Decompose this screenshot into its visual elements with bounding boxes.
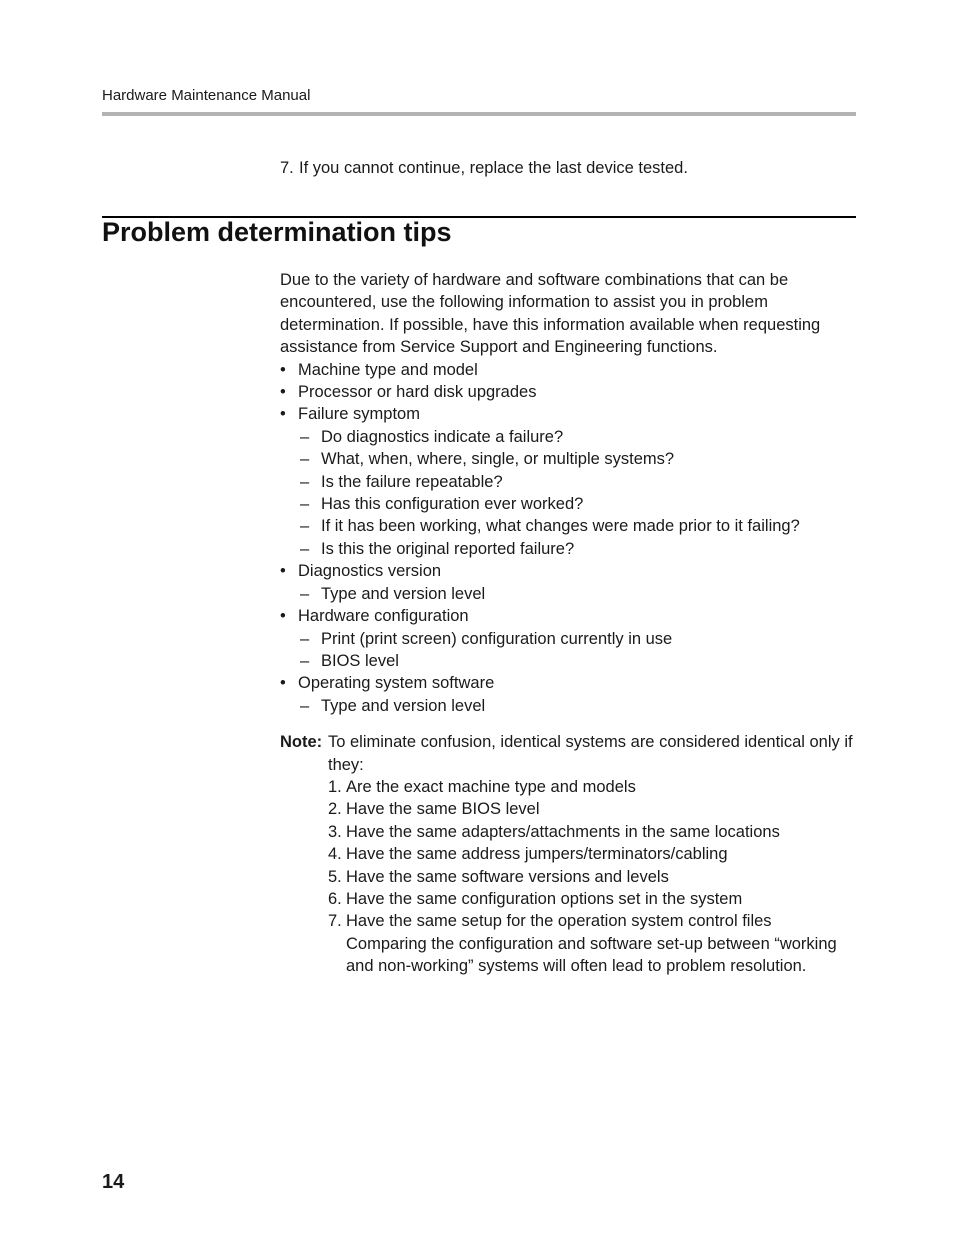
criteria-number: 2. [328, 800, 342, 819]
sub-item-text: What, when, where, single, or multiple systems? [321, 450, 675, 469]
intro-paragraph [280, 269, 856, 359]
previous-step-text: If you cannot continue, replace the last device tested. [299, 159, 688, 177]
checklist-item-text: Failure symptom [298, 405, 420, 424]
criteria-number: 5. [328, 867, 342, 886]
bullet-marker: • [280, 360, 286, 379]
bullet-marker: • [280, 562, 286, 581]
checklist-item-text: Machine type and model [298, 360, 478, 379]
dash-marker: – [300, 539, 310, 558]
criteria-number: 6. [328, 889, 342, 908]
sub-checklist [298, 583, 856, 605]
sub-item-text: Has this configuration ever worked? [321, 495, 584, 514]
criteria-item [328, 843, 856, 865]
dash-marker: – [300, 495, 310, 514]
criteria-number: 1. [328, 777, 342, 796]
sub-item-text: Type and version level [321, 584, 486, 603]
criteria-text: Have the same setup for the operation system control files [346, 912, 772, 931]
dash-marker: – [300, 651, 310, 670]
checklist-item [280, 381, 856, 403]
checklist-item [280, 359, 856, 381]
dash-marker: – [300, 584, 310, 603]
dash-marker: – [300, 450, 310, 469]
criteria-number: 4. [328, 845, 342, 864]
previous-step [280, 157, 688, 179]
bullet-marker: • [280, 674, 286, 693]
note-block [280, 731, 856, 977]
checklist-item-text: Processor or hard disk upgrades [298, 383, 537, 402]
note-content [328, 731, 856, 977]
running-header: Hardware Maintenance Manual [102, 87, 311, 104]
sub-item [298, 695, 856, 717]
checklist-item [280, 672, 856, 717]
criteria-text: Have the same configuration options set in the system [346, 889, 743, 908]
sub-item [298, 426, 856, 448]
sub-item-text: Print (print screen) configuration currently in use [321, 629, 673, 648]
sub-item-text: Is this the original reported failure? [321, 539, 575, 558]
sub-checklist [298, 695, 856, 717]
dash-marker: – [300, 696, 310, 715]
criteria-item [328, 821, 856, 843]
checklist-item-text: Diagnostics version [298, 562, 442, 581]
info-checklist [280, 359, 856, 718]
sub-item [298, 448, 856, 470]
sub-item-text: Is the failure repeatable? [321, 472, 503, 491]
header-rule [102, 112, 856, 116]
section-title: Problem determination tips [102, 217, 452, 247]
dash-marker: – [300, 629, 310, 648]
dash-marker: – [300, 427, 310, 446]
sub-item [298, 628, 856, 650]
criteria-item [328, 866, 856, 888]
sub-item [298, 538, 856, 560]
criteria-number: 3. [328, 822, 342, 841]
dash-marker: – [300, 517, 310, 536]
sub-checklist [298, 628, 856, 673]
sub-item-text: Type and version level [321, 696, 486, 715]
page-number: 14 [102, 1171, 125, 1193]
criteria-text: Have the same adapters/attachments in the same locations [346, 822, 780, 841]
note-intro: To eliminate confusion, identical systems are considered identical only if they: [328, 733, 853, 774]
bullet-marker: • [280, 607, 286, 626]
sub-checklist [298, 426, 856, 560]
criteria-item [328, 910, 856, 932]
criteria-item [328, 776, 856, 798]
checklist-item-text: Hardware configuration [298, 607, 469, 626]
note-label: Note: [280, 733, 323, 752]
sub-item-text: Do diagnostics indicate a failure? [321, 427, 564, 446]
criteria-text: Are the exact machine type and models [346, 777, 636, 796]
sub-item [298, 515, 856, 537]
sub-item [298, 471, 856, 493]
criteria-text: Have the same software versions and levels [346, 867, 669, 886]
criteria-item [328, 888, 856, 910]
identical-criteria-list [328, 776, 856, 933]
criteria-text: Have the same address jumpers/terminators/cabling [346, 845, 728, 864]
sub-item-text: If it has been working, what changes were made prior to it failing? [321, 517, 800, 536]
sub-item [298, 583, 856, 605]
checklist-item-text: Operating system software [298, 674, 495, 693]
criteria-item [328, 798, 856, 820]
previous-step-number: 7. [280, 159, 294, 177]
checklist-item [280, 605, 856, 672]
sub-item-text: BIOS level [321, 651, 399, 670]
checklist-item [280, 560, 856, 605]
section-body [280, 269, 856, 978]
criteria-text: Have the same BIOS level [346, 800, 540, 819]
bullet-marker: • [280, 383, 286, 402]
sub-item [298, 650, 856, 672]
criteria-number: 7. [328, 912, 342, 931]
bullet-marker: • [280, 405, 286, 424]
intro-text: Due to the variety of hardware and software combinations that can be encountered, use the following information to assist you in problem determination. If possible, have this information available when requesting assistance from Service Support and Engineering functions. [280, 271, 821, 357]
sub-item [298, 493, 856, 515]
checklist-item [280, 403, 856, 560]
dash-marker: – [300, 472, 310, 491]
note-closing: Comparing the configuration and software set-up between “working and non-working” systems will often lead to problem resolution. [346, 934, 837, 976]
